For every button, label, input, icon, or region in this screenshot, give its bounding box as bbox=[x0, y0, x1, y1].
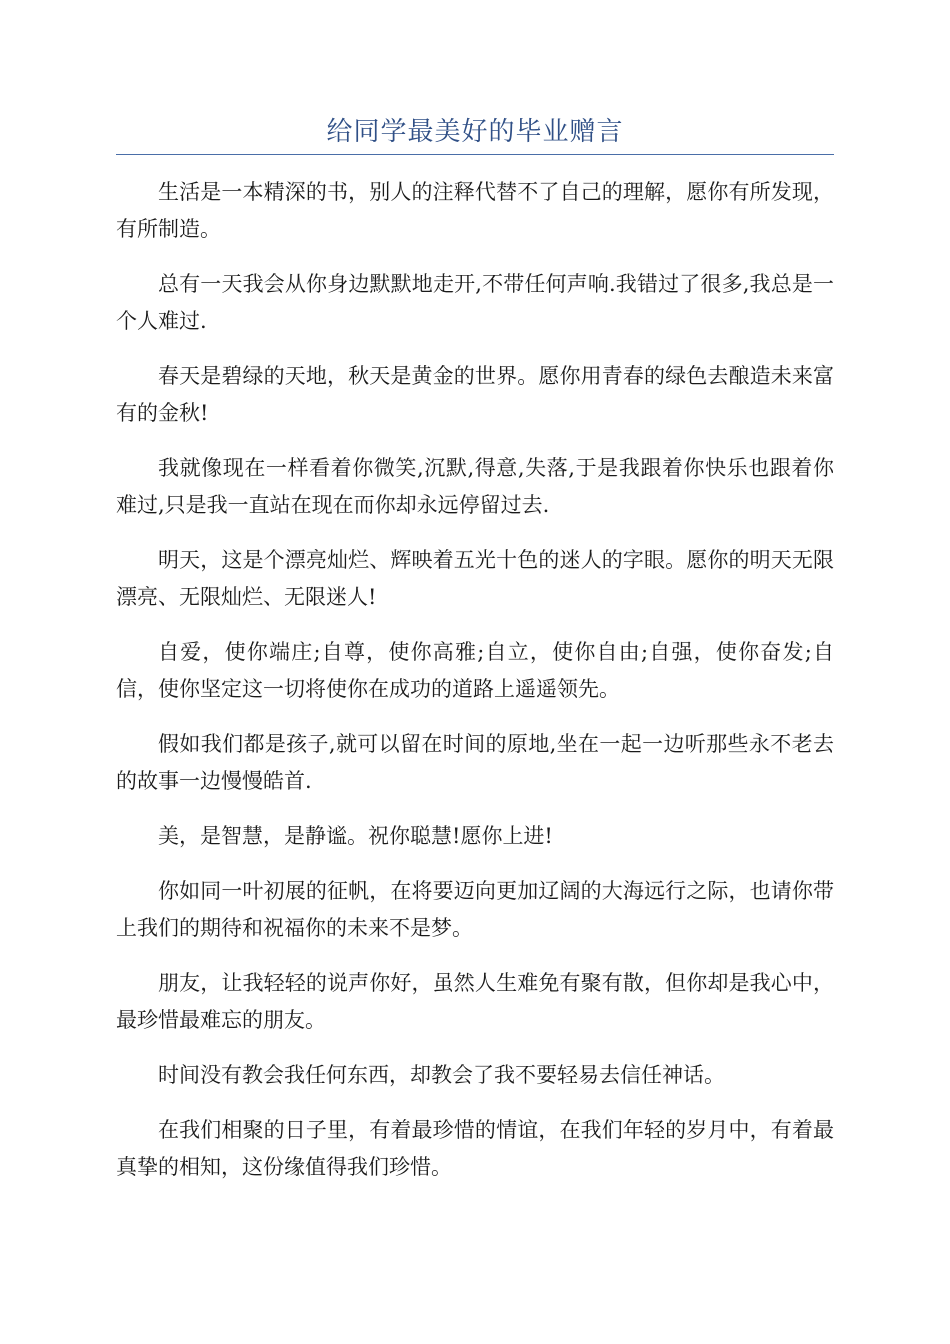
paragraph-4: 我就像现在一样看着你微笑,沉默,得意,失落,于是我跟着你快乐也跟着你难过,只是我一直站在现在而你却永远停留过去. bbox=[116, 456, 834, 517]
paragraph-2: 总有一天我会从你身边默默地走开,不带任何声响.我错过了很多,我总是一个人难过. bbox=[116, 272, 834, 333]
page-title: 给同学最美好的毕业赠言 bbox=[326, 117, 624, 147]
paragraph-9: 你如同一叶初展的征帆，在将要迈向更加辽阔的大海远行之际，也请你带上我们的期待和祝福你的未来不是梦。 bbox=[116, 879, 834, 940]
paragraph-5: 明天，这是个漂亮灿烂、辉映着五光十色的迷人的字眼。愿你的明天无限漂亮、无限灿烂、无限迷人! bbox=[116, 548, 834, 609]
paragraph-1: 生活是一本精深的书，别人的注释代替不了自己的理解，愿你有所发现，有所制造。 bbox=[116, 180, 834, 241]
title-underline bbox=[116, 154, 834, 155]
paragraph-7: 假如我们都是孩子,就可以留在时间的原地,坐在一起一边听那些永不老去的故事一边慢慢皓首. bbox=[116, 732, 834, 793]
paragraph-6: 自爱，使你端庄;自尊，使你高雅;自立，使你自由;自强，使你奋发;自信，使你坚定这一切将使你在成功的道路上遥遥领先。 bbox=[116, 640, 834, 701]
paragraph-12: 在我们相聚的日子里，有着最珍惜的情谊，在我们年轻的岁月中，有着最真挚的相知，这份缘值得我们珍惜。 bbox=[116, 1118, 834, 1179]
paragraph-8: 美，是智慧，是静谧。祝你聪慧!愿你上进! bbox=[158, 824, 553, 848]
document-body bbox=[116, 174, 834, 1204]
paragraph-11: 时间没有教会我任何东西，却教会了我不要轻易去信任神话。 bbox=[158, 1063, 725, 1087]
paragraph-3: 春天是碧绿的天地，秋天是黄金的世界。愿你用青春的绿色去酿造未来富有的金秋! bbox=[116, 364, 834, 425]
paragraph-10: 朋友，让我轻轻的说声你好，虽然人生难免有聚有散，但你却是我心中，最珍惜最难忘的朋友。 bbox=[116, 971, 834, 1032]
